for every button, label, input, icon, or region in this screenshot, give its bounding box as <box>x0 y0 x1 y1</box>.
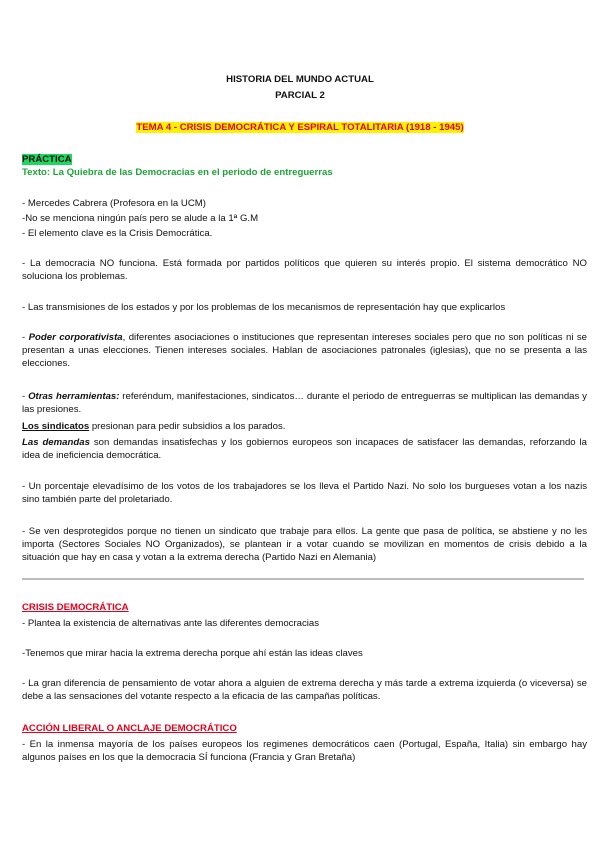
note-corporativist-text: , diferentes asociaciones o instituciones que representan intereses sociales pero que no son políticas ni se presentan a unas elecciones. Tienen intereses sociales. Hablan de asociaciones patronales (iglesias), que no se presenta a las elecciones. <box>22 332 587 369</box>
crisis-heading: CRISIS DEMOCRÁTICA <box>22 602 129 613</box>
note-unions-text: presionan para pedir subsidios a los parados. <box>89 421 286 432</box>
note-demands <box>22 436 587 462</box>
liberal-heading: ACCIÓN LIBERAL O ANCLAJE DEMOCRÁTICO <box>22 723 237 734</box>
note-transmissions: - Las transmisiones de los estados y por los problemas de los mecanismos de representación hay que explicarlos <box>22 302 506 313</box>
practica-label: PRÁCTICA <box>22 154 72 165</box>
note-country: -No se menciona ningún país pero se alude a la 1ª G.M <box>22 213 259 224</box>
note-tools: - Otras herramientas: referéndum, manifestaciones, sindicatos… durante el periodo de entreguerras se multiplican las demandas y las presiones. <box>22 391 587 415</box>
exam-title: PARCIAL 2 <box>275 90 325 101</box>
practica-line <box>22 153 587 166</box>
note-unprotected: - Se ven desprotegidos porque no tienen un sindicato que trabaje para ellos. La gente que pasa de política, se abstiene y no les importa (Sectores Sociales NO Organizados), se plantean ir a votar cuando se movilizan en momentos de crisis debido a la situación que hay en casa y votan a la extrema derecha (Partido Nazi en Alemania) <box>22 526 587 563</box>
note-unions <box>22 420 587 433</box>
topic-title-line <box>0 121 600 134</box>
note-key-element: - El elemento clave es la Crisis Democrática. <box>22 228 213 239</box>
term-otras-herramientas: Otras herramientas: <box>28 391 120 402</box>
note-demands-text: son demandas insatisfechas y los gobiernos europeos son incapaces de satisfacer las demandas, reforzando la idea de ineficiencia democrática. <box>22 437 587 461</box>
note-tools-text: referéndum, manifestaciones, sindicatos… durante el periodo de entreguerras se multiplican las demandas y las presiones. <box>22 391 587 415</box>
term-sindicatos: Los sindicatos <box>22 421 90 432</box>
note-author: - Mercedes Cabrera (Profesora en la UCM) <box>22 198 206 209</box>
text-title: Texto: La Quiebra de las Democracias en el periodo de entreguerras <box>22 167 333 178</box>
term-poder-corporativista: Poder corporativista <box>28 332 123 343</box>
course-title: HISTORIA DEL MUNDO ACTUAL <box>226 74 374 85</box>
crisis-alternatives: - Plantea la existencia de alternativas ante las diferentes democracias <box>22 618 320 629</box>
crisis-vote-shift: - La gran diferencia de pensamiento de votar ahora a alguien de extrema derecha y más tarde a extrema izquierda (o viceversa) se debe a las sensaciones del votante respecto a la eficacia de las campañas políticas. <box>22 678 587 702</box>
liberal-democracies: - En la inmensa mayoría de los países europeos los regimenes democráticos caen (Portugal, España, Italia) sin embargo hay algunos países en los que la democracia SÍ funciona (Francia y Gran Bretaña) <box>22 739 587 763</box>
note-nazi-votes: - Un porcentaje elevadísimo de los votos de los trabajadores se los lleva el Partido Nazi. No solo los burgueses votan a los nazis sino también parte del proletariado. <box>22 481 587 505</box>
crisis-far-right: -Tenemos que mirar hacia la extrema derecha porque ahí están las ideas claves <box>22 648 363 659</box>
note-corporativist: - Poder corporativista, diferentes asociaciones o instituciones que representan intereses sociales pero que no son políticas ni se presentan a unas elecciones. Tienen intereses sociales. Hablan de asociaciones patronales (iglesias), que no se presenta a las elecciones. <box>22 332 587 369</box>
section-divider <box>22 578 584 580</box>
note-democracy-fails: - La democracia NO funciona. Está formada por partidos políticos que quieren su interés propio. El sistema democrático NO soluciona los problemas. <box>22 258 587 282</box>
term-demandas: Las demandas <box>22 437 90 448</box>
topic-title: TEMA 4 - CRISIS DEMOCRÁTICA Y ESPIRAL TOTALITARIA (1918 - 1945) <box>136 122 464 133</box>
